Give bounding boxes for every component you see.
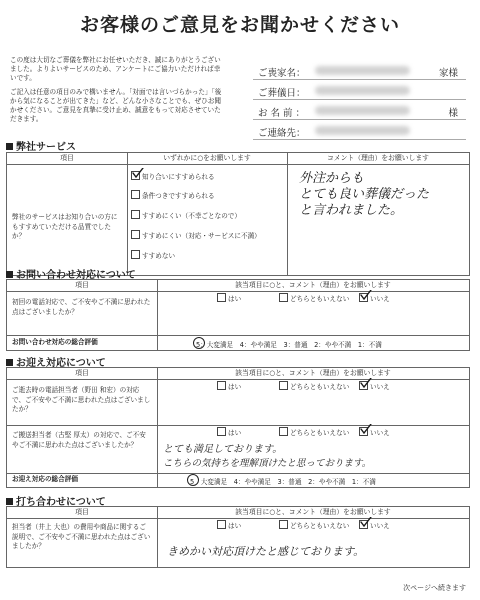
option-not-recommend[interactable]: すすめない: [131, 250, 175, 260]
pickup-question-1: ご逝去時の電話担当者（野田 和宏）の対応で、ご不安やご不満に思われた点はございましたか？: [12, 386, 151, 413]
option-neutral[interactable]: どちらともいえない: [279, 293, 349, 303]
page-title: お客様のご意見をお聞かせください: [79, 14, 400, 36]
section-heading-meeting: 打ち合わせについて: [6, 493, 106, 508]
family-name-row: [253, 62, 466, 80]
option-neutral[interactable]: どちらともいえない: [279, 381, 349, 391]
option-no[interactable]: いいえ: [359, 520, 390, 530]
option-yes[interactable]: はい: [217, 520, 241, 530]
col-choice: 該当項目に○と、コメント（理由）をお願いします: [235, 281, 391, 289]
intro-paragraph-1: この度は大切なご葬儀を弊社にお任せいただき、誠にありがとうございました。よりよいサービスのため、アンケートにご協力いただければ幸いです。: [10, 56, 221, 82]
checkbox-icon: [279, 520, 288, 529]
option-no[interactable]: いいえ: [359, 381, 390, 391]
checkbox-icon: [279, 381, 288, 390]
option-yes[interactable]: はい: [217, 381, 241, 391]
funeral-date-label: ご葬儀日：: [258, 88, 306, 99]
meeting-question: 担当者（井上 大也）の費用や商品に関するご説明で、ご不安やご不満に思われた点はございましたか？: [12, 523, 151, 550]
section-heading-service: 弊社サービス: [6, 138, 76, 153]
checkbox-checked-icon: [359, 381, 368, 390]
inquiry-question: 初回の電話対応で、ご不安やご不満に思われた点はございましたか？: [12, 298, 151, 316]
pickup-table: [6, 367, 470, 488]
service-question: 弊社のサービスはお知り合いの方にもすすめていただける品質でしたか？: [12, 213, 118, 240]
family-name-suffix: 家様: [438, 68, 458, 79]
checkbox-icon: [217, 427, 226, 436]
checkbox-icon: [131, 250, 140, 259]
inquiry-table: [6, 279, 470, 351]
checkbox-checked-icon: [131, 171, 140, 180]
option-yes[interactable]: はい: [217, 427, 241, 437]
pickup-overall-label: お迎え対応の総合評価: [12, 475, 78, 483]
checkbox-icon: [131, 230, 140, 239]
checkbox-icon: [279, 293, 288, 302]
section-marker-icon: [6, 498, 13, 505]
inquiry-overall-label: お問い合わせ対応の総合評価: [12, 338, 98, 346]
option-dissatisfied[interactable]: すすめにくい（対応・サービスに不満）: [131, 230, 261, 240]
redacted-funeral-date: [315, 86, 410, 95]
section-heading-inquiry: お問い合わせ対応について: [6, 266, 136, 281]
family-name-label: ご喪家名：: [258, 68, 306, 79]
option-no[interactable]: いいえ: [359, 293, 390, 303]
col-item: 項目: [60, 154, 74, 162]
option-conditional[interactable]: 条件つきですすめられる: [131, 190, 215, 200]
service-table: [6, 152, 470, 276]
section-marker-icon: [6, 271, 13, 278]
checkbox-icon: [131, 210, 140, 219]
option-neutral[interactable]: どちらともいえない: [279, 520, 349, 530]
intro-text: [10, 56, 225, 129]
option-hard-to-recommend[interactable]: すすめにくい（不幸ごとなので）: [131, 210, 241, 220]
service-comment: 外注からも とても良い葬儀だった と言われました。: [299, 171, 430, 218]
checkbox-checked-icon: [359, 427, 368, 436]
checkbox-checked-icon: [359, 520, 368, 529]
col-comment: コメント（理由）をお願いします: [327, 154, 429, 162]
name-label: お 名 前 ：: [258, 108, 306, 119]
checkbox-icon: [217, 520, 226, 529]
pickup-comment-1: とても満足しております。: [163, 444, 283, 455]
option-recommend[interactable]: 知り合いにすすめられる: [131, 171, 215, 181]
pickup-question-2: ご搬送担当者（古堅 厚太）の対応で、ご不安やご不満に思われた点はございましたか？: [12, 431, 146, 449]
customer-info: [253, 62, 466, 142]
meeting-table: [6, 506, 470, 568]
col-choice: 該当項目に○と、コメント（理由）をお願いします: [235, 369, 391, 377]
option-neutral[interactable]: どちらともいえない: [279, 427, 349, 437]
option-yes[interactable]: はい: [217, 293, 241, 303]
inquiry-rating: 5：大変満足 4：やや満足 3：普通 2：やや不満 1：不満: [196, 341, 382, 349]
checkbox-icon: [131, 190, 140, 199]
meeting-comment: きめかい対応頂けたと感じております。: [167, 545, 365, 558]
contact-row: [253, 122, 466, 140]
col-item: 項目: [75, 369, 89, 377]
checkbox-icon: [217, 381, 226, 390]
col-item: 項目: [75, 508, 89, 516]
pickup-rating: 5 大変満足 4：やや満足 3：普通 2：やや不満 1：不満: [190, 478, 376, 486]
col-choice: 該当項目に○と、コメント（理由）をお願いします: [235, 508, 391, 516]
redacted-family-name: [315, 66, 410, 75]
name-row: [253, 102, 466, 120]
contact-label: ご連絡先：: [258, 128, 306, 139]
section-marker-icon: [6, 143, 13, 150]
name-suffix: 様: [448, 108, 458, 119]
section-marker-icon: [6, 359, 13, 366]
checkbox-icon: [217, 293, 226, 302]
redacted-contact: [315, 126, 410, 135]
option-no[interactable]: いいえ: [359, 427, 390, 437]
section-heading-pickup: お迎え対応について: [6, 354, 106, 369]
col-item: 項目: [75, 281, 89, 289]
funeral-date-row: [253, 82, 466, 100]
pickup-comment-2: こちらの気持ちを理解頂けたと思っております。: [163, 458, 372, 469]
col-choice: いずれかに○をお願いします: [163, 154, 251, 162]
footer-continued: 次ページへ続きます: [403, 584, 466, 592]
intro-paragraph-2: ご記入は任意の項目のみで構いません。「対面では言いづらかった」「後から気になることが出てきた」など、どんな小さなことでも、ぜひお聞かせください。ご意見を真摯に受け止め、誠意をもって対応させていただきます。: [10, 88, 222, 123]
checkbox-icon: [279, 427, 288, 436]
checkbox-checked-icon: [359, 293, 368, 302]
redacted-name: [315, 106, 410, 115]
